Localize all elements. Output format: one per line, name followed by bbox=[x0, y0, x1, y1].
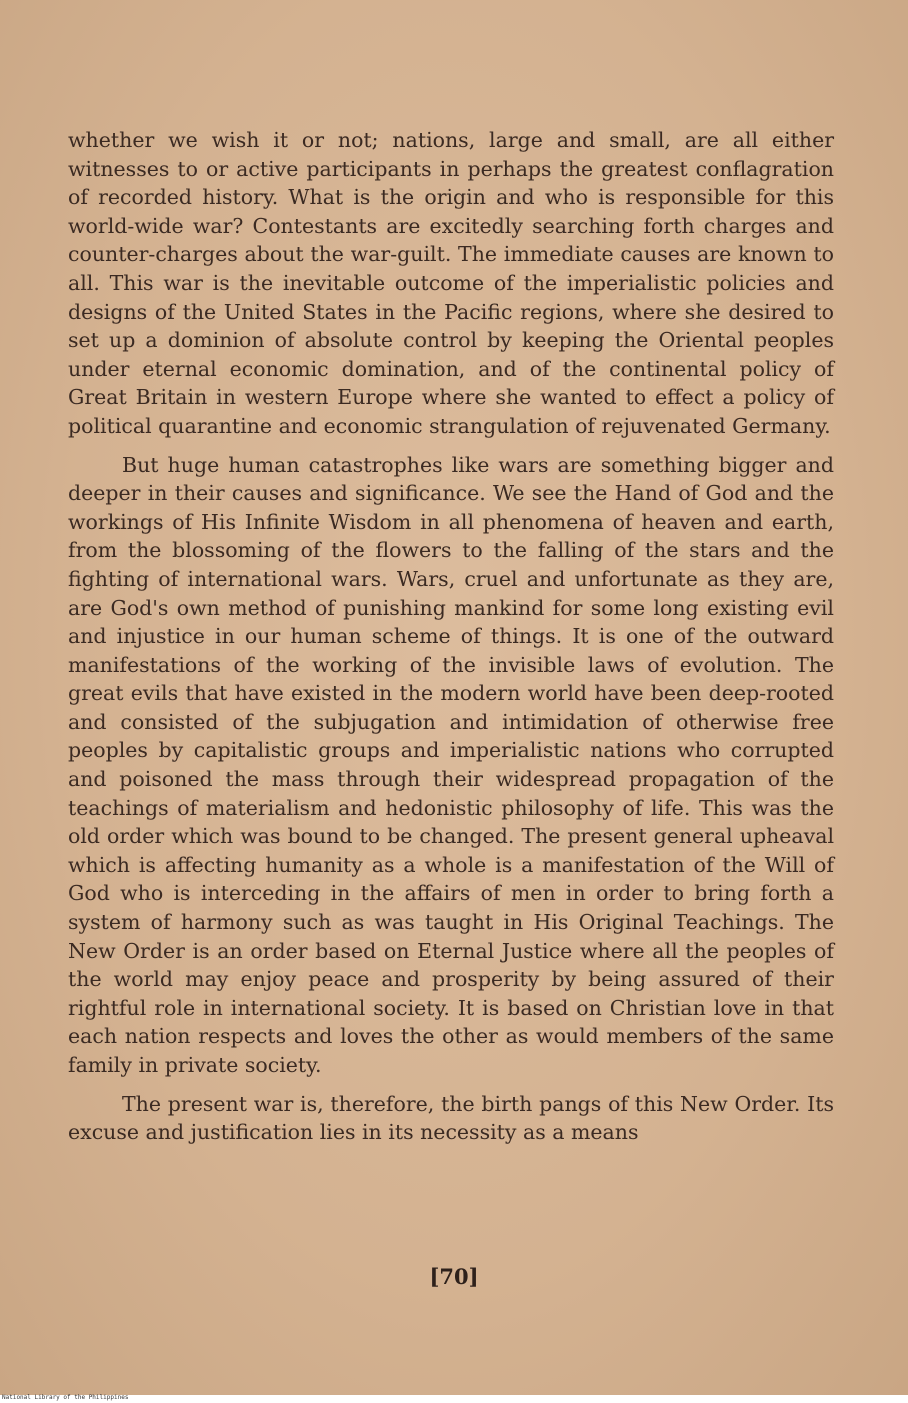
paragraph-1: whether we wish it or not; nations, large and small, are all either witnesses to or active participants in perhaps the greatest conflagration of recorded history. What is the origin and who is responsible for this world-wide war? Contestants are excitedly searching forth charges and counter-charges about the war-guilt. The immediate causes are known to all. This war is the inevitable outcome of the imperialistic policies and designs of the United States in the Pacific regions, where she desired to set up a dominion of absolute control by keeping the Oriental peoples under eternal economic domination, and of the continental policy of Great Britain in western Europe where she wanted to effect a policy of political quarantine and economic strangulation of rejuvenated Germany. bbox=[68, 128, 834, 438]
library-attribution: National Library of the Philippines bbox=[2, 1394, 129, 1401]
paragraph-3: The present war is, therefore, the birth pangs of this New Order. Its excuse and justification lies in its necessity as a means bbox=[68, 1091, 834, 1145]
paragraph-2: But huge human catastrophes like wars are something bigger and deeper in their causes and significance. We see the Hand of God and the workings of His Infinite Wisdom in all phenomena of heaven and earth, from the blossoming of the flowers to the falling of the stars and the fighting of international wars. Wars, cruel and unfortunate as they are, are God's own method of punishing mankind for some long existing evil and injustice in our human scheme of things. It is one of the outward manifestations of the working of the invisible laws of evolution. The great evils that have existed in the modern world have been deep-rooted and consisted of the subjugation and intimidation of otherwise free peoples by capitalistic groups and imperialistic nations who corrupted and poisoned the mass through their widespread propagation of the teachings of materialism and hedonistic philosophy of life. This was the old order which was bound to be changed. The present general upheaval which is affecting humanity as a whole is a manifestation of the Will of God who is interceding in the affairs of men in order to bring forth a system of harmony such as was taught in His Original Teachings. The New Order is an order based on Eternal Justice where all the peoples of the world may enjoy peace and prosperity by being assured of their rightful role in international society. It is based on Christian love in that each nation respects and loves the other as would members of the same family in private society. bbox=[68, 452, 834, 1077]
body-text bbox=[68, 126, 834, 1147]
footer-bar bbox=[0, 1395, 908, 1403]
page-number: [70] bbox=[429, 1264, 479, 1289]
